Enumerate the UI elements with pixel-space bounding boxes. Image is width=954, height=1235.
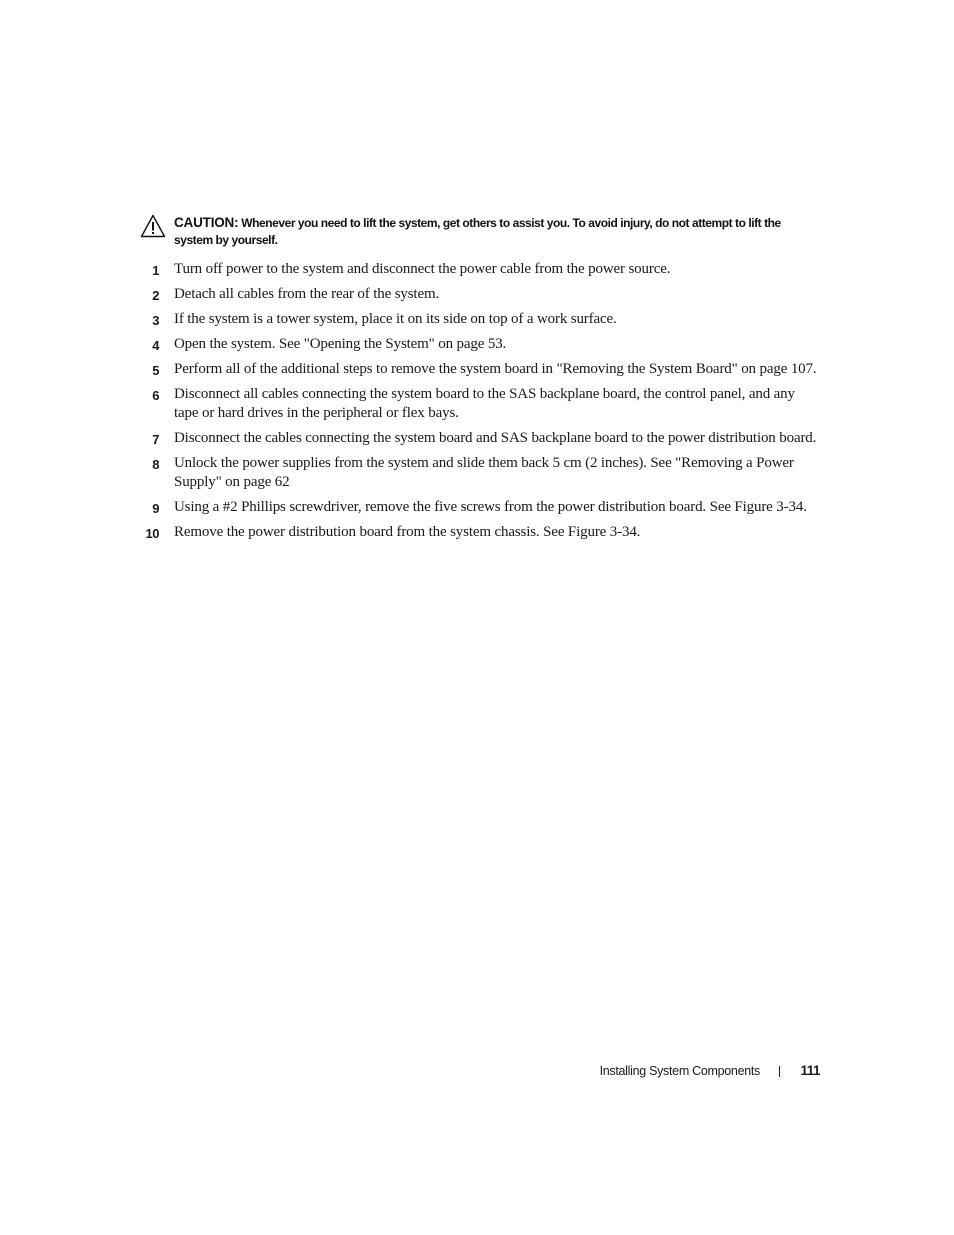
step-number: 1 <box>152 263 159 278</box>
step-text: Using a #2 Phillips screwdriver, remove the five screws from the power distribution board. See Figure 3-34. <box>174 499 807 515</box>
step-number: 10 <box>145 526 159 541</box>
footer-section-title: Installing System Components <box>599 1064 760 1078</box>
step-item <box>138 454 818 492</box>
step-text: Remove the power distribution board from the system chassis. See Figure 3-34. <box>174 524 641 540</box>
footer-divider <box>779 1066 780 1077</box>
step-text: Detach all cables from the rear of the system. <box>174 286 440 302</box>
step-text: Turn off power to the system and disconnect the power cable from the power source. <box>174 261 671 277</box>
caution-notice <box>140 214 820 249</box>
step-text: Open the system. See "Opening the System" on page 53. <box>174 336 507 352</box>
step-text: Disconnect all cables connecting the system board to the SAS backplane board, the control panel, and any tape or hard drives in the peripheral or flex bays. <box>174 386 795 421</box>
step-text: If the system is a tower system, place it on its side on top of a work surface. <box>174 311 617 327</box>
procedure-steps <box>138 260 818 548</box>
page-footer <box>560 1062 822 1080</box>
step-text: Unlock the power supplies from the system and slide them back 5 cm (2 inches). See "Removing a Power Supply" on page 62 <box>174 455 794 490</box>
caution-body: Whenever you need to lift the system, get others to assist you. To avoid injury, do not attempt to lift the system by yourself. <box>174 216 781 247</box>
step-item <box>138 310 818 329</box>
caution-label: CAUTION: <box>174 215 239 230</box>
step-number: 3 <box>152 313 159 328</box>
step-number: 4 <box>152 338 159 353</box>
step-item <box>138 260 818 279</box>
step-item <box>138 360 818 379</box>
caution-text <box>174 214 820 249</box>
step-item <box>138 385 818 423</box>
step-number: 9 <box>152 501 159 516</box>
page-number: 111 <box>800 1063 820 1078</box>
warning-triangle-icon <box>140 214 166 238</box>
step-number: 8 <box>152 457 159 472</box>
step-number: 7 <box>152 432 159 447</box>
step-number: 5 <box>152 363 159 378</box>
step-item <box>138 285 818 304</box>
step-number: 2 <box>152 288 159 303</box>
step-text: Perform all of the additional steps to remove the system board in "Removing the System Board" on page 107. <box>174 361 817 377</box>
step-item <box>138 429 818 448</box>
step-number: 6 <box>152 388 159 403</box>
step-text: Disconnect the cables connecting the system board and SAS backplane board to the power distribution board. <box>174 430 817 446</box>
step-item <box>138 335 818 354</box>
step-item <box>138 523 818 542</box>
step-item <box>138 498 818 517</box>
